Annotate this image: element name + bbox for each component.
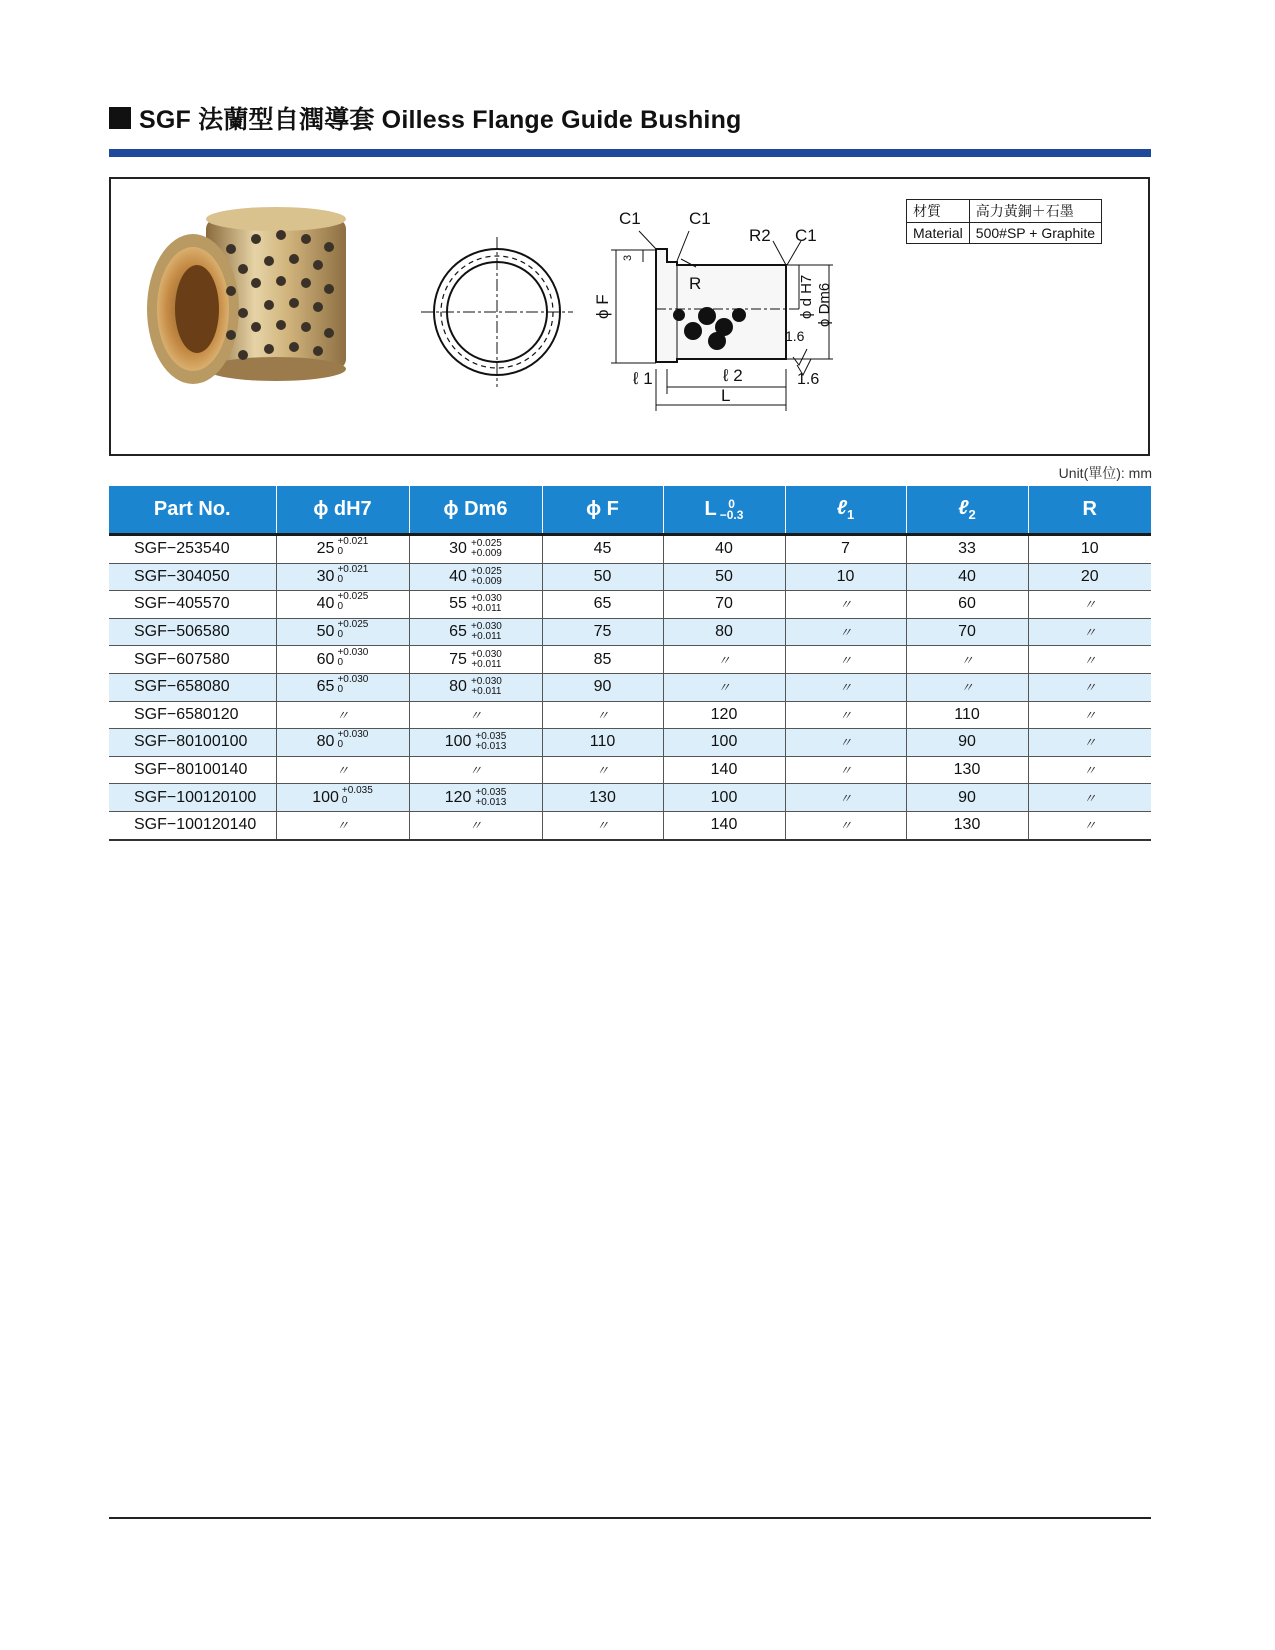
- L-value: 80: [715, 623, 733, 641]
- l1-value: 〃: [838, 707, 852, 723]
- part-no-cell: [109, 729, 276, 757]
- L-value: 50: [715, 567, 733, 585]
- l1-cell: [785, 729, 906, 757]
- L-value: 140: [710, 816, 738, 834]
- part-no: SGF−405570: [134, 595, 230, 613]
- table-row: [109, 618, 1151, 646]
- label-l2: ℓ 2: [723, 366, 743, 385]
- title-rule: [109, 149, 1151, 157]
- r-value: 〃: [1083, 763, 1097, 779]
- r-cell: [1028, 673, 1151, 701]
- label-r: R: [689, 274, 702, 293]
- col-l2-sub: 2: [968, 507, 976, 522]
- l2-value: 70: [958, 623, 976, 641]
- L-value: 140: [710, 761, 738, 779]
- l2-cell: [906, 618, 1028, 646]
- dm6-tol-lower: +0.011: [471, 631, 502, 643]
- part-no: SGF−6580120: [134, 705, 239, 723]
- f-value: 85: [593, 650, 612, 668]
- dh7-tol-lower: 0: [341, 794, 348, 806]
- dm6-value: 〃: [468, 818, 482, 834]
- label-L: L: [721, 386, 731, 405]
- L-cell: [663, 535, 785, 564]
- l1-cell: [785, 811, 906, 839]
- L-value: 〃: [717, 652, 731, 668]
- dm6-tol-upper: +0.030: [470, 648, 502, 660]
- dh7-tol-upper: +0.025: [337, 591, 369, 603]
- bushing-photo: [147, 207, 346, 384]
- r-value: 〃: [1083, 818, 1097, 834]
- dm6-tol-lower: +0.009: [470, 575, 502, 587]
- part-no-cell: [109, 784, 276, 812]
- r-cell: [1028, 563, 1151, 591]
- label-rough-2: 1.6: [797, 371, 820, 388]
- dh7-value: 65: [316, 678, 335, 696]
- dm6-tol-lower: +0.013: [475, 796, 507, 808]
- dh7-tol-upper: +0.030: [337, 729, 369, 741]
- L-cell: [663, 729, 785, 757]
- l1-value: 10: [836, 567, 855, 585]
- r-value: 〃: [1083, 652, 1097, 668]
- dh7-tol-lower: 0: [337, 739, 344, 751]
- dm6-cell: [409, 701, 542, 729]
- dh7-value: 25: [316, 540, 335, 558]
- dm6-value: 〃: [468, 763, 482, 779]
- L-cell: [663, 756, 785, 784]
- L-value: 100: [710, 788, 738, 806]
- dm6-value: 100: [444, 733, 472, 751]
- col-l1-sub: 1: [847, 507, 855, 522]
- dh7-tol-lower: 0: [337, 601, 344, 613]
- col-l2-symbol: ℓ: [958, 497, 969, 519]
- part-no: SGF−658080: [134, 678, 230, 696]
- label-phi-f: ϕ F: [593, 294, 612, 319]
- l2-cell: [906, 646, 1028, 674]
- part-no-cell: [109, 673, 276, 701]
- part-no: SGF−253540: [134, 540, 230, 558]
- L-cell: [663, 701, 785, 729]
- l2-cell: [906, 701, 1028, 729]
- dm6-cell: [409, 591, 542, 619]
- l2-cell: [906, 729, 1028, 757]
- dm6-cell: [409, 535, 542, 564]
- l1-cell: [785, 535, 906, 564]
- L-cell: [663, 673, 785, 701]
- col-L-tol-lower: −0.3: [719, 507, 744, 522]
- dm6-tol-upper: +0.025: [470, 538, 502, 550]
- r-cell: [1028, 701, 1151, 729]
- dh7-tol-upper: +0.021: [337, 536, 369, 548]
- f-value: 〃: [595, 707, 609, 723]
- label-d-m6: ϕ Dm6: [816, 282, 833, 327]
- dh7-tol-lower: 0: [337, 656, 344, 668]
- dm6-tol-lower: +0.009: [470, 548, 502, 560]
- dh7-tol-upper: +0.025: [337, 619, 369, 631]
- dh7-cell: [276, 673, 409, 701]
- part-no: SGF−304050: [134, 567, 230, 585]
- part-no: SGF−100120100: [134, 788, 257, 806]
- dh7-tol-lower: 0: [337, 684, 344, 696]
- dm6-tolerance: [471, 567, 502, 587]
- L-value: 120: [710, 705, 738, 723]
- l2-cell: [906, 673, 1028, 701]
- dm6-cell: [409, 784, 542, 812]
- label-rough-1: 1.6: [785, 328, 805, 344]
- table-row: [109, 673, 1151, 701]
- r-cell: [1028, 646, 1151, 674]
- dm6-cell: [409, 673, 542, 701]
- label-c1-mid: C1: [689, 209, 711, 228]
- l2-cell: [906, 563, 1028, 591]
- r-value: 〃: [1083, 680, 1097, 696]
- part-no: SGF−80100140: [134, 761, 248, 779]
- material-table: [906, 199, 1102, 244]
- r-value: 〃: [1083, 625, 1097, 641]
- dm6-cell: [409, 618, 542, 646]
- l1-value: 〃: [838, 763, 852, 779]
- r-value: 〃: [1083, 735, 1097, 751]
- label-l1: ℓ 1: [633, 369, 653, 388]
- l1-cell: [785, 618, 906, 646]
- dm6-cell: [409, 756, 542, 784]
- part-no: SGF−506580: [134, 623, 230, 641]
- table-row: [109, 563, 1151, 591]
- part-no: SGF−80100100: [134, 733, 248, 751]
- dh7-cell: [276, 784, 409, 812]
- dm6-value: 80: [449, 678, 467, 696]
- table-row: [109, 646, 1151, 674]
- dm6-tol-lower: +0.011: [471, 686, 502, 698]
- dh7-tolerance: [337, 730, 368, 750]
- table-row: [109, 729, 1151, 757]
- material-value-zh: 高力黃銅＋石墨: [969, 200, 1101, 223]
- l2-value: 〃: [960, 652, 974, 668]
- dh7-tolerance: [337, 565, 368, 585]
- dh7-cell: [276, 646, 409, 674]
- part-no-cell: [109, 535, 276, 564]
- dh7-cell: [276, 535, 409, 564]
- dh7-value: 〃: [335, 763, 349, 779]
- title-row: [109, 98, 742, 138]
- dm6-tolerance: [471, 594, 502, 614]
- part-no: SGF−100120140: [134, 816, 257, 834]
- r-cell: [1028, 535, 1151, 564]
- dm6-tol-lower: +0.011: [471, 603, 502, 615]
- dh7-value: 80: [316, 733, 335, 751]
- label-c1-left: C1: [619, 209, 641, 228]
- col-l1: [785, 486, 906, 535]
- dh7-tol-upper: +0.021: [337, 563, 369, 575]
- dh7-cell: [276, 591, 409, 619]
- dh7-value: 40: [316, 595, 335, 613]
- part-no-cell: [109, 563, 276, 591]
- col-L: [663, 486, 785, 535]
- label-c1-right: C1: [795, 226, 817, 245]
- label-d-h7: ϕ d H7: [798, 274, 815, 319]
- dm6-tol-upper: +0.025: [470, 565, 502, 577]
- l2-value: 90: [958, 788, 976, 806]
- l1-value: 〃: [838, 625, 852, 641]
- dh7-value: 60: [316, 650, 335, 668]
- part-no-cell: [109, 811, 276, 839]
- dm6-tolerance: [475, 788, 506, 808]
- dh7-cell: [276, 701, 409, 729]
- l2-value: 90: [958, 733, 976, 751]
- dm6-cell: [409, 729, 542, 757]
- dh7-tolerance: [337, 592, 368, 612]
- col-dh7: ϕ dH7: [276, 486, 409, 535]
- table-row: [109, 591, 1151, 619]
- dh7-tolerance: [342, 786, 373, 806]
- l1-cell: [785, 563, 906, 591]
- dm6-cell: [409, 646, 542, 674]
- page-title: SGF 法蘭型自潤導套 Oilless Flange Guide Bushing: [139, 106, 742, 134]
- end-view: [421, 237, 573, 387]
- l2-cell: [906, 591, 1028, 619]
- col-r: R: [1028, 486, 1151, 535]
- L-cell: [663, 784, 785, 812]
- dh7-value: 〃: [335, 818, 349, 834]
- col-L-label: L: [704, 498, 717, 520]
- dm6-cell: [409, 563, 542, 591]
- dh7-value: 50: [316, 623, 335, 641]
- material-value-en: 500#SP + Graphite: [969, 223, 1101, 244]
- f-cell: [542, 618, 663, 646]
- L-value: 〃: [717, 680, 731, 696]
- dm6-tol-lower: +0.013: [475, 741, 507, 753]
- l1-value: 〃: [838, 735, 852, 751]
- col-l1-symbol: ℓ: [836, 497, 848, 519]
- f-value: 50: [593, 567, 612, 585]
- l2-value: 130: [953, 816, 981, 834]
- f-value: 〃: [595, 818, 609, 834]
- l2-value: 40: [958, 567, 976, 585]
- f-value: 65: [593, 595, 612, 613]
- dm6-tolerance: [471, 650, 502, 670]
- spec-table: [109, 486, 1151, 841]
- l1-cell: [785, 701, 906, 729]
- dh7-value: 30: [316, 568, 335, 586]
- dm6-tol-upper: +0.030: [470, 621, 502, 633]
- table-header-row: [109, 486, 1151, 535]
- L-cell: [663, 811, 785, 839]
- l1-cell: [785, 646, 906, 674]
- dh7-cell: [276, 729, 409, 757]
- dm6-tol-lower: +0.011: [471, 658, 502, 670]
- L-cell: [663, 591, 785, 619]
- col-L-tol-upper: 0: [728, 496, 735, 511]
- f-cell: [542, 756, 663, 784]
- f-cell: [542, 673, 663, 701]
- r-cell: [1028, 618, 1151, 646]
- f-value: 〃: [595, 763, 609, 779]
- label-three: 3: [622, 254, 634, 261]
- dm6-tol-upper: +0.035: [475, 786, 507, 798]
- l1-value: 〃: [838, 818, 852, 834]
- col-L-tolerance: [719, 496, 744, 522]
- f-value: 90: [593, 678, 612, 696]
- dm6-tolerance: [471, 539, 502, 559]
- f-value: 130: [589, 788, 616, 806]
- dm6-tol-upper: +0.030: [470, 676, 502, 688]
- dh7-tol-upper: +0.030: [337, 674, 369, 686]
- l1-value: 〃: [838, 652, 852, 668]
- footer-rule: [109, 1517, 1151, 1519]
- L-cell: [663, 646, 785, 674]
- dh7-cell: [276, 618, 409, 646]
- L-value: 70: [715, 595, 733, 613]
- l2-value: 110: [954, 705, 980, 723]
- L-value: 100: [710, 733, 738, 751]
- material-label-en: Material: [907, 223, 970, 244]
- l2-value: 33: [958, 540, 976, 558]
- l2-value: 〃: [960, 680, 974, 696]
- dh7-tol-lower: 0: [337, 629, 344, 641]
- f-cell: [542, 591, 663, 619]
- dh7-cell: [276, 563, 409, 591]
- material-label-zh: 材質: [907, 200, 970, 223]
- label-r2: R2: [749, 226, 771, 245]
- L-value: 40: [715, 540, 733, 558]
- dh7-tolerance: [337, 537, 368, 557]
- dm6-tolerance: [471, 677, 502, 697]
- f-cell: [542, 784, 663, 812]
- dh7-tol-upper: +0.030: [337, 646, 369, 658]
- col-l2: [906, 486, 1028, 535]
- table-row: [109, 756, 1151, 784]
- l2-value: 60: [958, 595, 976, 613]
- part-no-cell: [109, 756, 276, 784]
- f-cell: [542, 563, 663, 591]
- r-cell: [1028, 784, 1151, 812]
- l2-cell: [906, 535, 1028, 564]
- dh7-tolerance: [337, 620, 368, 640]
- f-cell: [542, 811, 663, 839]
- l1-cell: [785, 591, 906, 619]
- f-cell: [542, 701, 663, 729]
- title-square-icon: [109, 107, 131, 129]
- f-cell: [542, 646, 663, 674]
- f-value: 75: [593, 623, 612, 641]
- dh7-tol-lower: 0: [337, 573, 344, 585]
- L-cell: [663, 563, 785, 591]
- table-row: [109, 811, 1151, 839]
- dm6-value: 55: [449, 595, 467, 613]
- f-cell: [542, 729, 663, 757]
- table-row: [109, 701, 1151, 729]
- r-value: 〃: [1083, 707, 1097, 723]
- col-part-no: Part No.: [109, 486, 276, 535]
- col-dm6: ϕ Dm6: [409, 486, 542, 535]
- part-no-cell: [109, 701, 276, 729]
- l2-value: 130: [953, 761, 981, 779]
- table-row: [109, 784, 1151, 812]
- dh7-value: 100: [312, 788, 339, 806]
- dm6-value: 40: [449, 568, 467, 586]
- dm6-tol-upper: +0.035: [475, 731, 507, 743]
- dm6-value: 30: [449, 540, 467, 558]
- r-value: 〃: [1083, 597, 1097, 613]
- col-f: ϕ F: [542, 486, 663, 535]
- l1-value: 〃: [838, 790, 852, 806]
- f-value: 110: [589, 733, 616, 751]
- part-no: SGF−607580: [134, 650, 230, 668]
- spec-table-body: [109, 535, 1151, 840]
- r-cell: [1028, 756, 1151, 784]
- dm6-tol-upper: +0.030: [470, 593, 502, 605]
- dm6-value: 〃: [468, 707, 482, 723]
- dm6-tolerance: [471, 622, 502, 642]
- part-no-cell: [109, 646, 276, 674]
- r-value: 〃: [1083, 790, 1097, 806]
- part-no-cell: [109, 591, 276, 619]
- dh7-cell: [276, 756, 409, 784]
- l1-value: 〃: [838, 680, 852, 696]
- l1-cell: [785, 784, 906, 812]
- dm6-value: 65: [449, 623, 467, 641]
- r-value: 20: [1080, 567, 1099, 585]
- l1-value: 〃: [838, 597, 852, 613]
- r-cell: [1028, 811, 1151, 839]
- f-value: 45: [593, 540, 612, 558]
- table-row: [109, 535, 1151, 564]
- l1-cell: [785, 756, 906, 784]
- dh7-value: 〃: [335, 707, 349, 723]
- dm6-value: 75: [449, 650, 467, 668]
- dh7-tol-lower: 0: [337, 546, 344, 558]
- dh7-cell: [276, 811, 409, 839]
- l1-value: 7: [841, 540, 850, 558]
- dh7-tolerance: [337, 648, 368, 668]
- L-cell: [663, 618, 785, 646]
- l2-cell: [906, 811, 1028, 839]
- part-no-cell: [109, 618, 276, 646]
- dm6-value: 120: [444, 788, 472, 806]
- r-value: 10: [1080, 540, 1099, 558]
- dh7-tolerance: [337, 675, 368, 695]
- dm6-tolerance: [475, 732, 506, 752]
- l2-cell: [906, 756, 1028, 784]
- dm6-cell: [409, 811, 542, 839]
- f-cell: [542, 535, 663, 564]
- unit-label: Unit(單位): mm: [1058, 465, 1152, 481]
- r-cell: [1028, 591, 1151, 619]
- dh7-tol-upper: +0.035: [341, 784, 373, 796]
- l1-cell: [785, 673, 906, 701]
- l2-cell: [906, 784, 1028, 812]
- r-cell: [1028, 729, 1151, 757]
